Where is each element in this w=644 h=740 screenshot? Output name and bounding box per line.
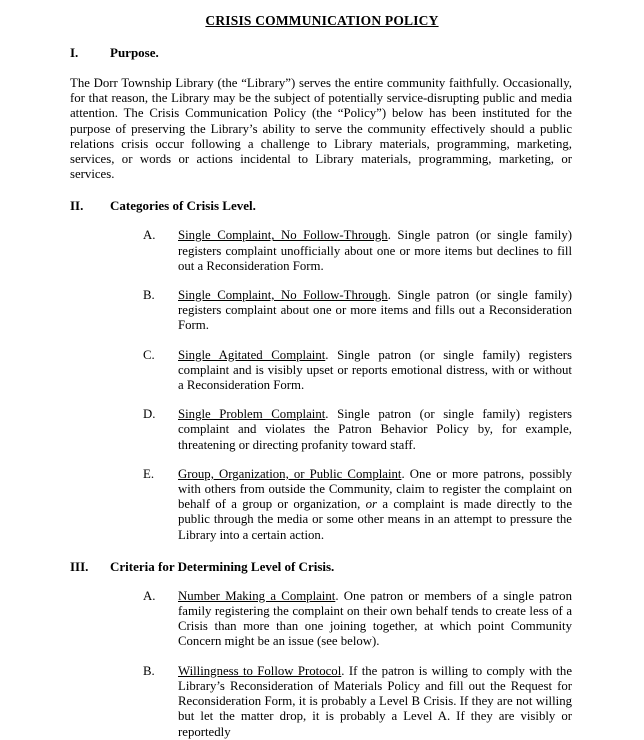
- item-lead-in: Group, Organization, or Public Complaint: [178, 466, 402, 481]
- item-letter: A.: [143, 228, 156, 243]
- item-lead-in: Number Making a Complaint: [178, 588, 336, 603]
- item-body: [178, 407, 572, 453]
- list-item: [0, 407, 644, 453]
- list-item: [0, 228, 644, 274]
- item-body: [178, 348, 572, 394]
- section-title: Purpose.: [110, 45, 159, 60]
- item-text: . Single patron (or single family) registers complaint unofficially about one or more items but declines to fill out a Reconsideration Form.: [178, 228, 572, 273]
- item-letter: A.: [143, 588, 156, 603]
- item-text-after-italic: a complaint is made directly to the public through the media or some other means in an attempt to pressure the Library into a certain action.: [178, 497, 572, 542]
- item-letter: E.: [143, 466, 155, 481]
- purpose-paragraph: The Dorr Township Library (the “Library”) serves the entire community faithfully. Occasionally, for that reason, the Library may be the subject of potentially service-disrupting public and media attention. The Crisis Communication Policy (the “Policy”) below has been instituted for the purpose of preserving the Library’s ability to serve the community effectively should a public relations crisis occur following a challenge to Library materials, programming, marketing, services, or words or actions incidental to Library materials, programming, marketing, or services.: [70, 76, 572, 182]
- item-letter: D.: [143, 407, 156, 422]
- section-heading-criteria: [0, 559, 644, 575]
- item-lead-in: Single Complaint, No Follow-Through: [178, 288, 388, 303]
- item-text-before-italic: . One or more patrons, possibly with others from outside the Community, claim to register the complaint on behalf of a group or organization,: [178, 466, 572, 512]
- item-italic-word: or: [365, 497, 378, 512]
- item-letter: B.: [143, 663, 155, 678]
- item-letter: B.: [143, 288, 155, 303]
- item-body: [178, 228, 572, 274]
- list-item: [0, 589, 644, 650]
- item-text: . If the patron is willing to comply with the Library’s Reconsideration of Materials Policy and fill out the Request for Reconsideration Form, it is probably a Level B Crisis. If they are not willing but let the matter drop, it is probably a Level A. If they are visibly or reportedly: [178, 663, 572, 739]
- item-lead-in: Single Complaint, No Follow-Through: [178, 228, 388, 243]
- item-lead-in: Single Problem Complaint: [178, 407, 326, 422]
- section-title: Categories of Crisis Level.: [110, 198, 256, 214]
- section-heading-categories: [0, 198, 644, 214]
- item-text: . One patron or members of a single patron family registering the complaint on their own behalf tends to create less of a Crisis than more than one joining together, at which point Community Concern might be an issue (see below).: [178, 588, 572, 649]
- item-text: . Single patron (or single family) registers complaint and is visibly upset or reports emotional distress, with or without a Reconsideration Form.: [178, 347, 572, 393]
- item-text: . Single patron (or single family) registers complaint about one or more items and fills out a Reconsideration Form.: [178, 288, 572, 333]
- section-numeral: I.: [70, 45, 79, 60]
- section-numeral: III.: [70, 558, 89, 574]
- item-body: [178, 288, 572, 334]
- item-lead-in: Single Agitated Complaint: [178, 347, 326, 362]
- item-body: [178, 664, 572, 740]
- item-lead-in: Willingness to Follow Protocol: [178, 663, 342, 678]
- item-body: [178, 467, 572, 543]
- item-letter: C.: [143, 347, 155, 362]
- item-body: [178, 589, 572, 650]
- section-heading-purpose: [0, 45, 644, 61]
- section-title: Criteria for Determining Level of Crisis.: [110, 558, 335, 574]
- section-numeral: II.: [70, 198, 84, 214]
- item-text: . Single patron (or single family) registers complaint and violates the Patron Behavior Policy by, for example, threatening or directing profanity toward staff.: [178, 407, 572, 452]
- list-item: [0, 348, 644, 394]
- list-item: [0, 467, 644, 543]
- document-title: CRISIS COMMUNICATION POLICY: [205, 13, 439, 28]
- list-item: [0, 288, 644, 334]
- list-item: [0, 664, 644, 740]
